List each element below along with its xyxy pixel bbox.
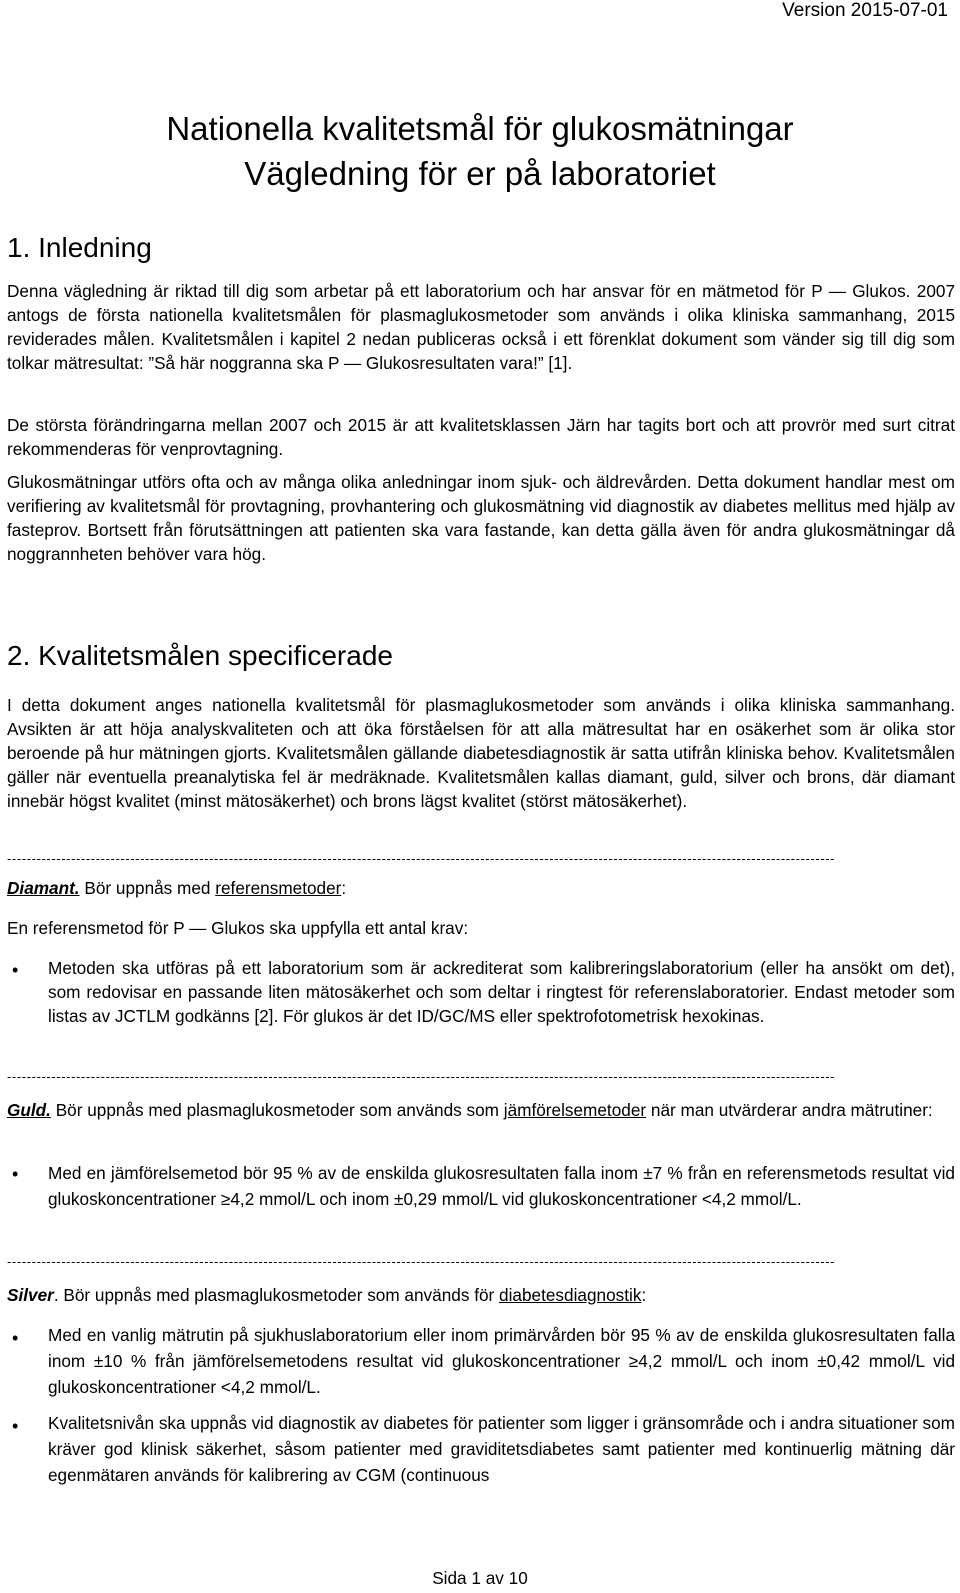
diabetesdiagnostik-term: diabetesdiagnostik [499, 1285, 642, 1305]
guld-bullet: Med en jämförelsemetod bör 95 % av de enskilda glukosresultaten falla inom ±7 % från en referensmetods resultat vid glukoskoncentrationer ≥4,2 mmol/L och inom ±0,29 mmol/L vid glukoskoncentrationer <4,2 mmol/L. [48, 1163, 955, 1209]
page-number: Sida 1 av 10 [432, 1568, 528, 1588]
divider: ------------------------------------------------------------------------------------------------------------------------------------------------------------------------ [7, 1070, 836, 1084]
divider: ------------------------------------------------------------------------------------------------------------------------------------------------------------------------ [7, 852, 836, 866]
guld-label: Guld. [7, 1100, 51, 1120]
version-label: Version 2015-07-01 [782, 0, 948, 21]
diamant-intro: Diamant. Bör uppnås med referensmetoder: [7, 878, 347, 898]
document-subtitle: Vägledning för er på laboratoriet [244, 155, 716, 192]
silver-bullet-1: Med en vanlig mätrutin på sjukhuslaboratorium eller inom primärvården bör 95 % av de enskilda glukosresultaten falla inom ±10 % från jämförelsemetodens resultat vid glukoskoncentrationer ≥4,2 mmol/L och inom ±0,42 mmol/L vid glukoskoncentrationer <4,2 mmol/L. [48, 1325, 955, 1397]
document-title: Nationella kvalitetsmål för glukosmätningar [166, 110, 794, 147]
bullet-dot: • [12, 1416, 19, 1436]
bullet-dot: • [12, 1328, 19, 1348]
section-1-heading: 1. Inledning [7, 232, 152, 263]
paragraph: Glukosmätningar utförs ofta och av många olika anledningar inom sjuk- och äldrevården. Detta dokument handlar mest om verifiering av kvalitetsmål för provtagning, provhantering och glukosmätning vid diagnostik av diabetes mellitus med hjälp av fasteprov. Bortsett från förutsättningen att patienten ska vara fastande, kan detta gälla även för andra glukosmätningar då noggrannheten behöver vara hög. [7, 472, 955, 564]
silver-bullet-2: Kvalitetsnivån ska uppnås vid diagnostik av diabetes för patienter som ligger i gränsområde och i andra situationer som kräver god klinisk säkerhet, såsom patienter med graviditetsdiabetes samt patienter med kontinuerlig mätning där egenmätaren används för kalibrering av CGM (continuous [48, 1413, 955, 1485]
diamant-label: Diamant. [7, 878, 80, 898]
referensmetoder-term: referensmetoder [215, 878, 342, 898]
bullet-dot: • [12, 1164, 19, 1184]
silver-intro: Silver. Bör uppnås med plasmaglukosmetoder som används för diabetesdiagnostik: [7, 1285, 647, 1305]
bullet-dot: • [12, 960, 19, 980]
diamant-requirements-intro: En referensmetod för P — Glukos ska uppfylla ett antal krav: [7, 918, 469, 938]
diamant-bullet: Metoden ska utföras på ett laboratorium som är ackrediterat som kalibreringslaboratorium (eller ha ansökt om det), som redovisar en passande liten mätosäkerhet och som deltar i ringtest för referenslaboratorier. Endast metoder som listas av JCTLM godkänns [2]. För glukos är det ID/GC/MS eller spektrofotometrisk hexokinas. [48, 958, 955, 1026]
silver-label: Silver [7, 1285, 54, 1305]
section-2-heading: 2. Kvalitetsmålen specificerade [7, 640, 393, 671]
paragraph: De största förändringarna mellan 2007 och 2015 är att kvalitetsklassen Järn har tagits bort och att provrör med surt citrat rekommenderas för venprovtagning. [7, 415, 955, 459]
divider: ------------------------------------------------------------------------------------------------------------------------------------------------------------------------ [7, 1255, 836, 1269]
paragraph: Denna vägledning är riktad till dig som arbetar på ett laboratorium och har ansvar för en mätmetod för P — Glukos. 2007 antogs de första nationella kvalitetsmålen för plasmaglukosmetoder som används i olika kliniska sammanhang, 2015 reviderades målen. Kvalitetsmålen i kapitel 2 nedan publiceras också i ett förenklat dokument som vänder sig till dig som tolkar mätresultat: ”Så här noggranna ska P — Glukosresultaten vara!” [1]. [7, 281, 955, 373]
paragraph: I detta dokument anges nationella kvalitetsmål för plasmaglukosmetoder som används i olika kliniska sammanhang. Avsikten är att höja analyskvaliteten och att öka förståelsen för att alla mätresultat har en osäkerhet som är olika stor beroende på hur mätningen gjorts. Kvalitetsmålen gällande diabetesdiagnostik är satta utifrån kliniska behov. Kvalitetsmålen gäller när eventuella preanalytiska fel är medräknade. Kvalitetsmålen kallas diamant, guld, silver och brons, där diamant innebär högst kvalitet (minst mätosäkerhet) och brons lägst kvalitet (störst mätosäkerhet). [7, 695, 955, 811]
guld-intro: Guld. Bör uppnås med plasmaglukosmetoder som används som jämförelsemetoder när man utvärderar andra mätrutiner: [7, 1100, 933, 1120]
jamforelsemetoder-term: jämförelsemetoder [503, 1100, 647, 1120]
